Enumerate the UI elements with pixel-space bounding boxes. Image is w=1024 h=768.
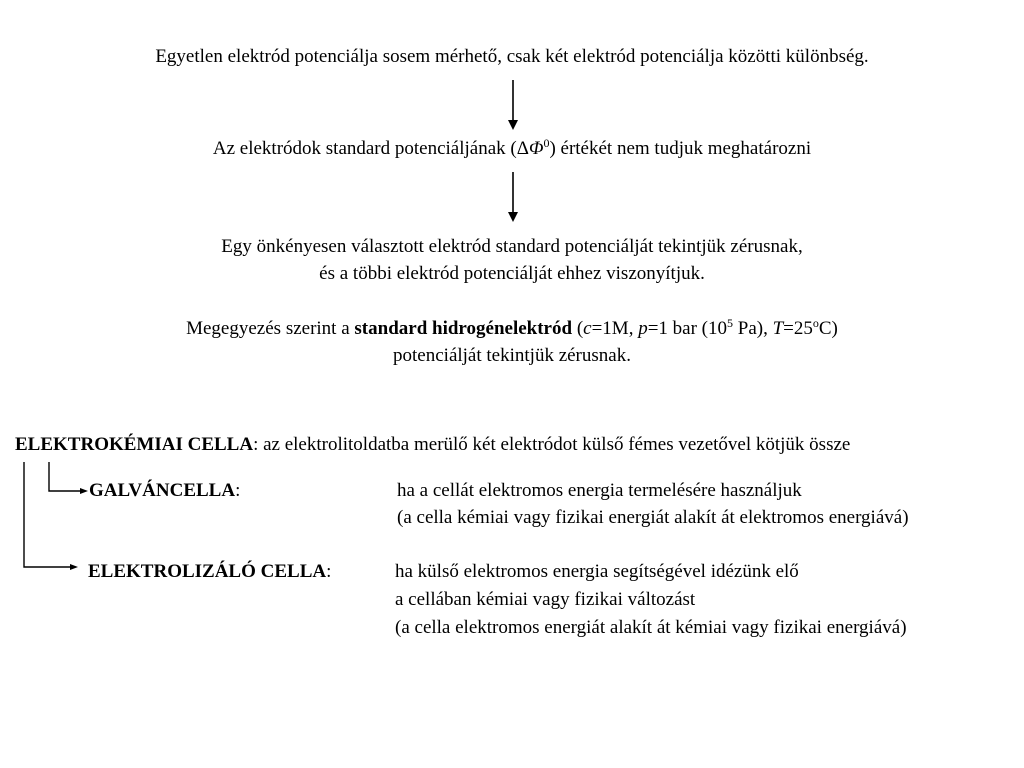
t-value: =25: [783, 318, 813, 339]
colon: :: [235, 480, 241, 501]
electrochemical-cell-text: : az elektrolitoldatba merülő két elektródot külső fémes vezetővel kötjük össze: [253, 434, 851, 455]
electrolytic-cell-term: [88, 561, 331, 583]
t-unit: C): [818, 318, 838, 339]
electrolytic-arrowhead: [70, 564, 78, 570]
colon: :: [326, 561, 332, 582]
paren-open: (: [572, 318, 584, 339]
statement-text: Egy önkényesen választott elektród standard potenciálját tekintjük zérusnak,: [221, 236, 803, 257]
galvanic-cell-note: (a cella kémiai vagy fizikai energiát alakít át elektromos energiává): [397, 507, 909, 528]
c-variable: c: [583, 318, 592, 339]
electrolytic-cell-desc3: [395, 617, 907, 639]
electrolytic-connector-line: [24, 462, 72, 567]
p-value: =1 bar (10: [647, 318, 727, 339]
degree-superscript: o: [812, 316, 819, 330]
electrolytic-cell-label: ELEKTROLIZÁLÓ CELLA: [88, 561, 327, 582]
p-variable: p: [638, 318, 648, 339]
galvanic-cell-label: GALVÁNCELLA: [89, 480, 236, 501]
statement-text: Egyetlen elektród potenciálja sosem mérhető, csak két elektród potenciálja közötti különbség.: [155, 46, 869, 67]
t-variable: T: [772, 318, 784, 339]
electrolytic-cell-note: (a cella elektromos energiát alakít át kémiai vagy fizikai energiává): [395, 617, 907, 638]
statement-text-before: Az elektródok standard potenciáljának (: [212, 138, 517, 159]
phi-symbol: Φ: [528, 138, 544, 159]
statement-text: és a többi elektród potenciálját ehhez viszonyítjuk.: [319, 263, 705, 284]
galvanic-arrowhead: [80, 488, 88, 494]
delta-symbol: Δ: [516, 138, 529, 159]
electrolytic-cell-desc2: [395, 589, 695, 611]
galvanic-cell-desc1: [397, 480, 802, 502]
electrochemical-cell-term: ELEKTROKÉMIAI CELLA: [15, 434, 254, 455]
electrolytic-cell-desc: ha külső elektromos energia segítségével idézünk elő: [395, 561, 799, 582]
c-value: =1M,: [591, 318, 639, 339]
electrolytic-cell-desc: a cellában kémiai vagy fizikai változást: [395, 589, 696, 610]
galvanic-cell-desc: ha a cellát elektromos energia termelésére használjuk: [397, 480, 802, 501]
galvanic-cell-term: [89, 480, 240, 502]
pascal-unit: Pa),: [733, 318, 773, 339]
galvanic-connector-line: [49, 462, 82, 491]
statement-text-after: ) értékét nem tudjuk meghatározni: [549, 138, 812, 159]
galvanic-cell-desc2: [397, 507, 909, 529]
exponent: 5: [727, 316, 733, 330]
convention-text: potenciálját tekintjük zérusnak.: [393, 345, 631, 366]
electrolytic-cell-desc1: [395, 561, 799, 583]
superscript-zero: 0: [543, 136, 550, 150]
convention-prefix: Megegyezés szerint a: [186, 318, 355, 339]
standard-hydrogen-electrode-term: standard hidrogénelektród: [354, 318, 573, 339]
